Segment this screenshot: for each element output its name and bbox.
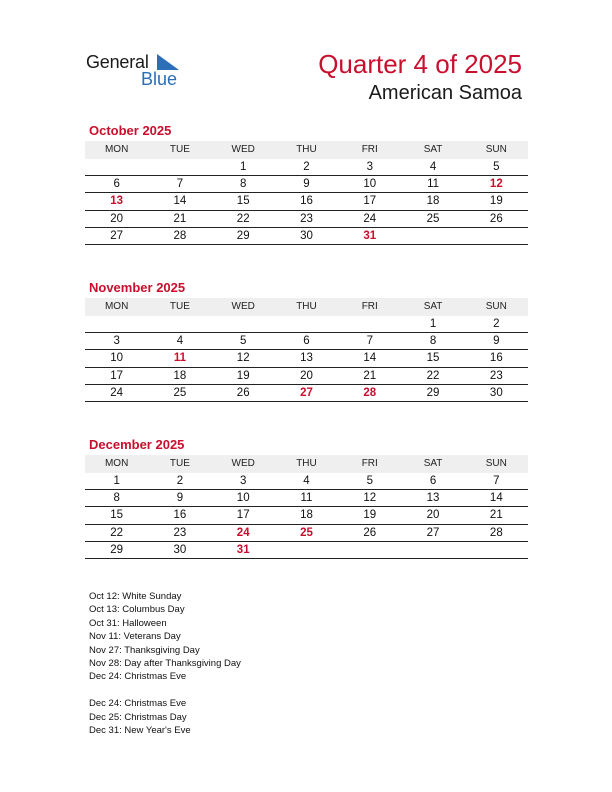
weekday-label: WED [231,301,255,312]
day-cell: 12 [489,178,503,191]
holiday-item: Nov 28: Day after Thanksgiving Day [89,658,241,670]
holiday-item: Nov 27: Thanksgiving Day [89,644,200,656]
day-cell: 27 [300,386,313,399]
holiday-list [89,590,389,737]
week-row [85,176,528,193]
week-row [85,368,528,385]
day-cell: 17 [363,195,377,208]
page-title: Quarter 4 of 2025 [318,49,522,79]
day-cell: 10 [236,492,250,505]
day-cell [401,542,464,558]
day-cell: 22 [426,369,440,382]
day-cell: 26 [363,526,377,539]
day-cell: 28 [173,229,187,242]
day-cell [338,316,401,332]
day-cell: 4 [303,475,310,487]
day-cell: 3 [366,161,373,173]
day-cell: 22 [236,212,250,225]
day-cell [465,542,528,558]
week-row [85,333,528,350]
day-cell: 13 [300,352,313,365]
weekday-header-row [85,455,528,473]
day-cell: 4 [176,335,184,348]
weekday-label: SUN [485,301,507,312]
holiday-item: Oct 12: White Sunday [89,591,182,602]
day-cell: 1 [113,475,120,487]
weekday-label: THU [296,458,317,469]
day-cell: 27 [426,526,440,539]
day-cell: 13 [110,195,124,208]
month-calendar-december [85,436,528,559]
day-cell: 21 [173,212,187,225]
month-calendar-november [85,279,528,402]
day-cell: 29 [110,543,124,556]
generalblue-logo [86,52,196,90]
weekday-label: FRI [361,458,378,469]
weekday-label: MON [104,144,129,155]
weekday-label: TUE [169,301,190,312]
logo-text-blue: Blue [141,69,178,89]
day-cell: 11 [173,352,186,365]
weekday-label: WED [231,458,255,469]
day-cell: 16 [489,352,503,365]
weekday-label: TUE [169,458,190,469]
day-cell: 20 [110,212,124,225]
day-cell: 25 [426,212,440,225]
day-cell [85,159,148,175]
day-cell: 12 [363,492,377,505]
day-cell: 3 [240,475,247,487]
day-cell: 7 [366,335,373,348]
week-row [85,542,528,559]
weekday-label: SUN [485,144,507,155]
weekday-label: TUE [169,144,190,155]
week-row [85,316,528,333]
day-cell: 20 [426,509,440,522]
weekday-header-row [85,298,528,316]
weekday-label: WED [231,144,255,155]
day-cell: 8 [240,178,247,191]
day-cell [401,228,464,244]
day-cell: 25 [300,526,313,539]
day-cell: 12 [236,352,250,365]
day-cell: 21 [489,509,503,522]
day-cell: 11 [427,178,440,191]
day-cell: 13 [426,492,440,505]
day-cell: 11 [300,492,313,505]
day-cell: 14 [173,195,187,208]
week-row [85,193,528,210]
day-cell: 14 [363,352,377,365]
day-cell [85,316,148,332]
week-row [85,507,528,524]
holiday-item: Nov 11: Veterans Day [89,631,181,643]
day-cell: 28 [363,386,377,399]
day-cell: 5 [366,475,373,487]
week-row [85,228,528,245]
weekday-label: SAT [423,144,443,155]
day-cell: 19 [236,369,250,382]
day-cell: 15 [110,509,124,522]
holiday-spacer [89,684,389,697]
day-cell: 5 [240,335,247,348]
day-cell [275,542,338,558]
day-cell [338,542,401,558]
day-cell: 2 [303,161,310,173]
day-cell: 26 [489,212,503,225]
week-row [85,525,528,542]
day-cell: 29 [426,386,440,399]
page-subtitle: American Samoa [368,82,522,104]
day-cell: 9 [303,178,310,191]
month-calendar-october [85,122,528,245]
day-cell: 16 [300,195,313,208]
logo-triangle-icon [157,54,179,70]
day-cell: 24 [236,526,250,539]
day-cell: 23 [489,369,503,382]
day-cell: 2 [493,318,500,330]
weekday-label: FRI [361,301,378,312]
day-cell [212,316,275,332]
day-cell: 25 [173,386,187,399]
day-cell: 14 [489,492,503,505]
day-cell: 18 [173,369,187,382]
day-cell [465,228,528,244]
day-cell: 16 [173,509,187,522]
day-cell: 18 [426,195,440,208]
logo-text-general: General [86,52,149,72]
day-cell: 8 [113,492,120,505]
week-row [85,385,528,402]
day-cell: 6 [303,335,310,348]
day-cell: 24 [110,386,124,399]
week-row [85,350,528,367]
day-cell: 7 [493,475,500,487]
day-cell: 19 [363,509,377,522]
day-cell: 6 [429,475,437,487]
day-cell: 10 [363,178,377,191]
month-title: October 2025 [89,123,172,138]
week-row [85,211,528,228]
day-cell: 8 [429,335,437,348]
weekday-label: FRI [361,144,378,155]
month-title: November 2025 [89,280,186,295]
day-cell: 5 [493,161,500,173]
month-title: December 2025 [89,437,185,452]
holiday-item: Oct 31: Halloween [89,617,167,629]
day-cell: 23 [300,212,313,225]
weekday-header-row [85,141,528,159]
day-cell: 30 [300,229,313,242]
day-cell: 17 [110,369,124,382]
day-cell: 7 [176,178,184,191]
day-cell [275,316,338,332]
day-cell: 27 [110,229,124,242]
day-cell: 22 [110,526,124,539]
weekday-label: MON [104,301,129,312]
weekday-label: THU [296,301,317,312]
day-cell: 1 [429,318,437,330]
day-cell: 31 [236,543,250,556]
holiday-item: Dec 24: Christmas Eve [89,698,187,710]
holiday-item: Oct 13: Columbus Day [89,604,185,616]
day-cell [148,316,211,332]
day-cell: 19 [489,195,503,208]
day-cell: 29 [236,229,250,242]
day-cell: 31 [363,229,377,242]
day-cell: 4 [429,161,437,173]
day-cell: 23 [173,526,187,539]
day-cell: 1 [240,161,247,173]
day-cell: 30 [489,386,503,399]
day-cell: 21 [363,369,377,382]
day-cell: 9 [493,335,500,348]
day-cell [148,159,211,175]
week-row [85,473,528,490]
day-cell: 15 [426,352,440,365]
day-cell: 2 [176,475,184,487]
weekday-label: SUN [485,458,507,469]
weekday-label: SAT [423,458,443,469]
day-cell: 28 [489,526,503,539]
day-cell: 9 [176,492,184,505]
day-cell: 26 [236,386,250,399]
holiday-item: Dec 31: New Year's Eve [89,725,191,737]
weekday-label: SAT [423,301,443,312]
day-cell: 6 [113,178,120,191]
day-cell: 10 [110,352,124,365]
holiday-item: Dec 24: Christmas Eve [89,671,187,683]
day-cell: 24 [363,212,377,225]
weekday-label: MON [104,458,129,469]
week-row [85,159,528,176]
weekday-label: THU [296,144,317,155]
day-cell: 20 [300,369,313,382]
day-cell: 3 [113,335,120,348]
day-cell: 18 [300,509,313,522]
holiday-item: Dec 25: Christmas Day [89,711,187,723]
day-cell: 15 [236,195,250,208]
week-row [85,490,528,507]
day-cell: 30 [173,543,187,556]
day-cell: 17 [236,509,250,522]
